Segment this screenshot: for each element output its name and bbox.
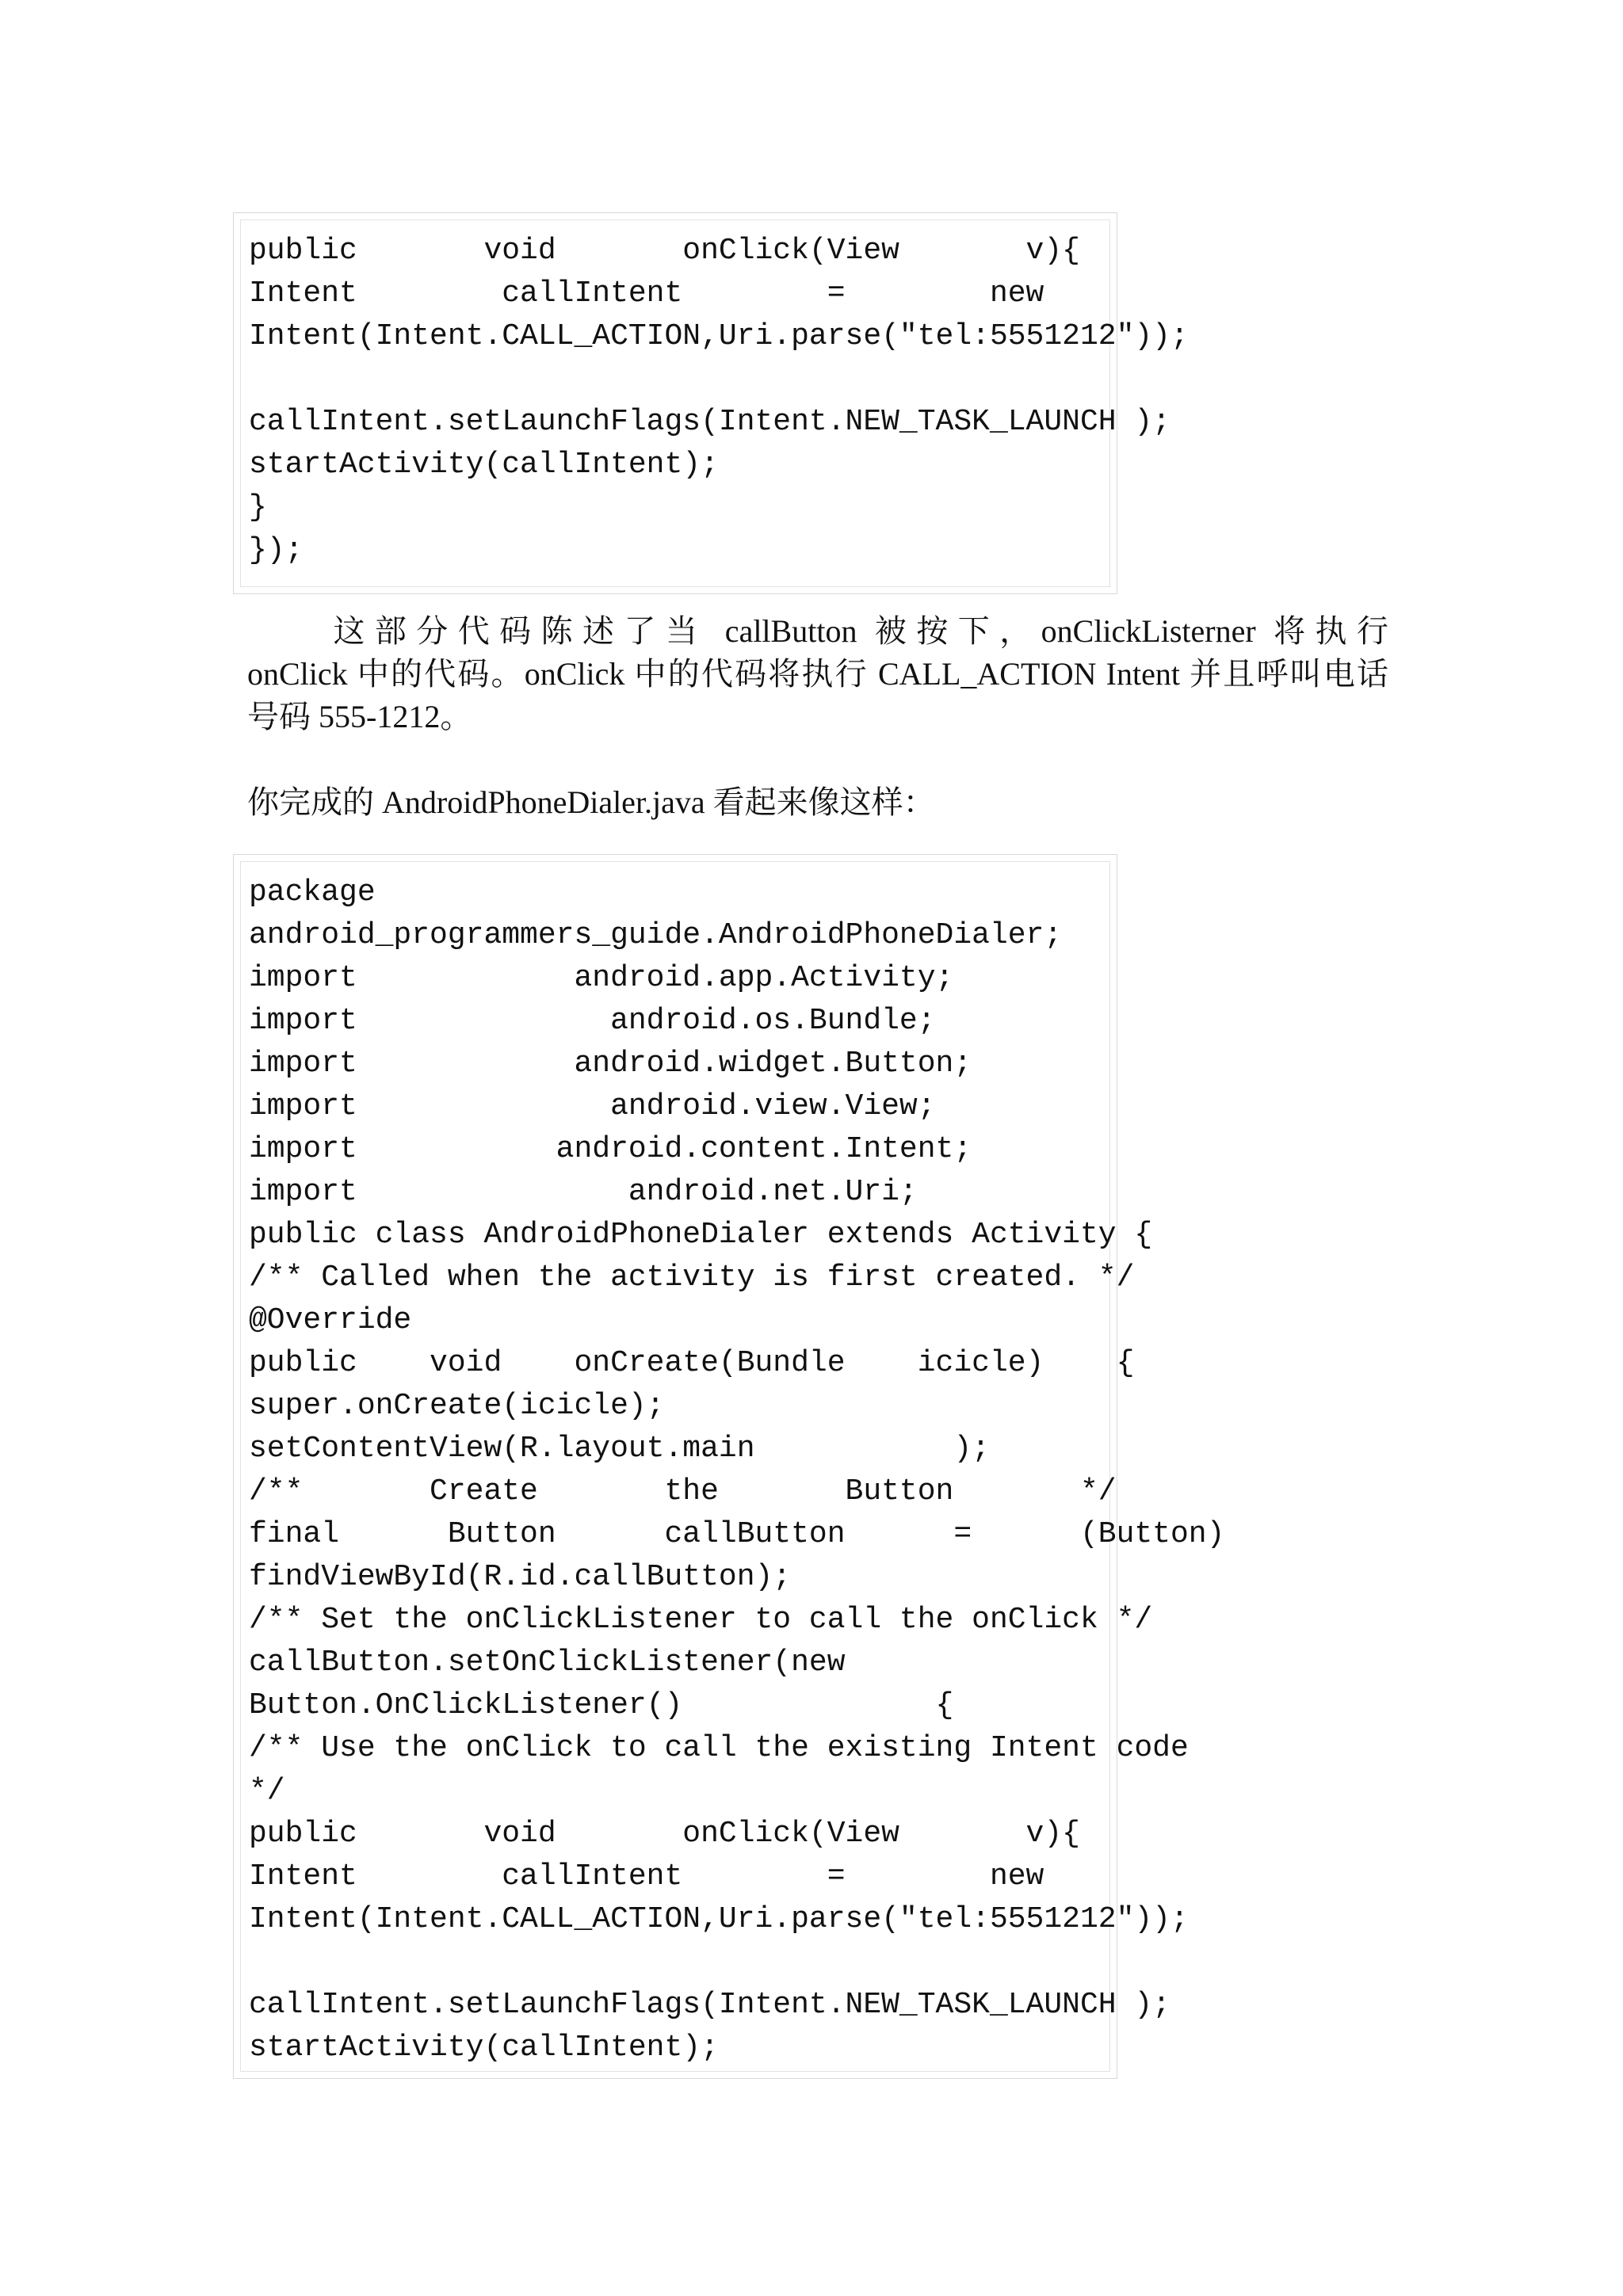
code-line: import android.net.Uri; bbox=[249, 1175, 918, 1209]
code-line: import android.app.Activity; bbox=[249, 961, 954, 995]
code-line: import android.widget.Button; bbox=[249, 1047, 972, 1081]
paragraph-line-3: 号码 555-1212。 bbox=[247, 699, 472, 734]
code-line: Intent(Intent.CALL_ACTION,Uri.parse("tel:5551212")); bbox=[249, 1902, 1189, 1936]
code-line: super.onCreate(icicle); bbox=[249, 1389, 665, 1423]
code-line: Intent callIntent = new bbox=[249, 277, 1044, 311]
code-line: @Override bbox=[249, 1303, 412, 1337]
paragraph-line-1: 这部分代码陈述了当 callButton 被按下，onClickListerner 将执行 bbox=[323, 613, 1388, 649]
code-line: import android.view.View; bbox=[249, 1089, 936, 1123]
code-line: } bbox=[249, 490, 267, 524]
code-line: findViewById(R.id.callButton); bbox=[249, 1560, 792, 1594]
code-line: callButton.setOnClickListener(new bbox=[249, 1646, 846, 1680]
code-line: startActivity(callIntent); bbox=[249, 2031, 719, 2065]
code-line: public void onClick(View v){ bbox=[249, 1817, 1080, 1851]
code-line: }); bbox=[249, 533, 304, 567]
code-line: public void onCreate(Bundle icicle) { bbox=[249, 1346, 1135, 1380]
code-line: Intent callIntent = new bbox=[249, 1859, 1044, 1894]
code-line: /** Use the onClick to call the existing Intent code bbox=[249, 1731, 1189, 1765]
code-block-1 bbox=[233, 212, 1189, 594]
code-line: /** Create the Button */ bbox=[249, 1474, 1117, 1508]
code-line bbox=[249, 1941, 1109, 1984]
code-line: package bbox=[249, 875, 376, 910]
explanation-paragraph bbox=[247, 610, 1388, 738]
code-line: */ bbox=[249, 1774, 285, 1808]
code-line: callIntent.setLaunchFlags(Intent.NEW_TASK_LAUNCH ); bbox=[249, 405, 1170, 439]
code-block-2-inner bbox=[240, 861, 1225, 2072]
code-block-2 bbox=[233, 854, 1225, 2079]
code-line bbox=[249, 358, 1109, 401]
paragraph-line-2: onClick 中的代码。onClick 中的代码将执行 CALL_ACTION Intent 并且呼叫电话 bbox=[247, 656, 1388, 692]
code-line: setContentView(R.layout.main ); bbox=[249, 1432, 990, 1466]
code-line: import android.os.Bundle; bbox=[249, 1004, 936, 1038]
code-line: Button.OnClickListener() { bbox=[249, 1688, 954, 1722]
code-line: /** Set the onClickListener to call the onClick */ bbox=[249, 1603, 1153, 1637]
code-block-1-inner bbox=[240, 219, 1189, 587]
code-line: callIntent.setLaunchFlags(Intent.NEW_TASK_LAUNCH ); bbox=[249, 1988, 1170, 2022]
code-line: final Button callButton = (Button) bbox=[249, 1517, 1225, 1551]
code-line: android_programmers_guide.AndroidPhoneDialer; bbox=[249, 918, 1063, 952]
code-line: /** Called when the activity is first created. */ bbox=[249, 1261, 1135, 1295]
code-line: import android.content.Intent; bbox=[249, 1132, 972, 1166]
intro-paragraph: 你完成的 AndroidPhoneDialer.java 看起来像这样： bbox=[247, 784, 935, 820]
code-line: Intent(Intent.CALL_ACTION,Uri.parse("tel:5551212")); bbox=[249, 319, 1189, 353]
code-line: public class AndroidPhoneDialer extends Activity { bbox=[249, 1218, 1153, 1252]
code-line: startActivity(callIntent); bbox=[249, 448, 719, 482]
code-line: public void onClick(View v){ bbox=[249, 234, 1080, 268]
